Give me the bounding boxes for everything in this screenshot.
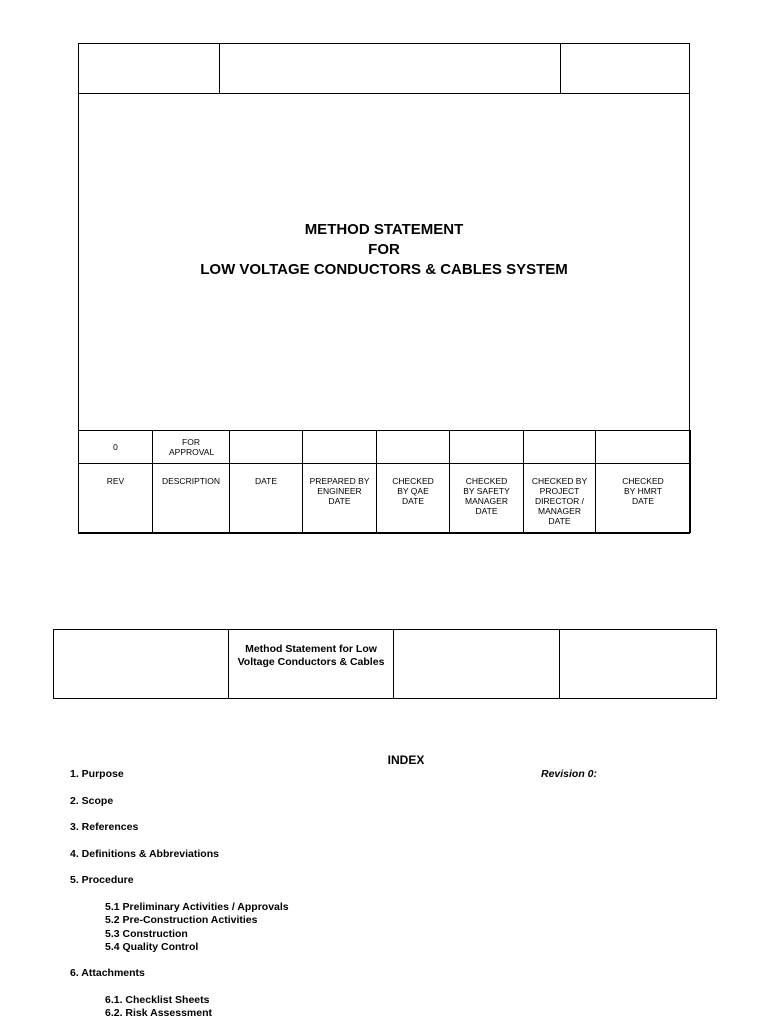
checked-qae-value [377, 431, 450, 464]
index-subitem-6-2: 6.2. Risk Assessment [105, 1007, 213, 1019]
revision-values-row [79, 431, 691, 464]
checked-director-heading: CHECKED BY PROJECT DIRECTOR / MANAGER DATE [524, 464, 596, 533]
page2-logo-cell-left [54, 630, 229, 699]
description-value: FOR APPROVAL [153, 431, 230, 464]
rev-heading: REV [79, 464, 153, 533]
cover-header-table [79, 44, 689, 94]
cover-logo-cell-center [220, 44, 561, 94]
index-subitem-5-3: 5.3 Construction [105, 928, 188, 940]
checked-safety-heading: CHECKED BY SAFETY MANAGER DATE [450, 464, 524, 533]
index-subitem-5-2: 5.2 Pre-Construction Activities [105, 914, 258, 926]
index-item-procedure: 5. Procedure [70, 874, 134, 886]
checked-hmrt-value [596, 431, 691, 464]
document-title: Method Statement for Low Voltage Conductors & Cables [237, 643, 385, 668]
checked-hmrt-heading: CHECKED BY HMRT DATE [596, 464, 691, 533]
page2-cell-blank [394, 630, 560, 699]
checked-qae-heading: CHECKED BY QAE DATE [377, 464, 450, 533]
index-subitem-6-1: 6.1. Checklist Sheets [105, 994, 210, 1006]
title-line-1: METHOD STATEMENT [304, 221, 464, 238]
index-item-scope: 2. Scope [70, 795, 114, 807]
page2-title-cell [229, 630, 394, 699]
description-heading: DESCRIPTION [153, 464, 230, 533]
revision-headings-row [79, 464, 691, 533]
page2-logo-cell-right [560, 630, 717, 699]
prepared-by-value [303, 431, 377, 464]
index-item-definitions: 4. Definitions & Abbreviations [70, 848, 219, 860]
page2-header-table [53, 629, 717, 699]
document-title-block [79, 220, 689, 280]
revision-label: Revision 0: [541, 768, 598, 780]
index-item-purpose: 1. Purpose [70, 768, 124, 780]
index-item-references: 3. References [70, 821, 139, 833]
checked-safety-value [450, 431, 524, 464]
index-heading: INDEX [387, 753, 425, 767]
date-heading: DATE [230, 464, 303, 533]
prepared-by-heading: PREPARED BY ENGINEER DATE [303, 464, 377, 533]
date-value [230, 431, 303, 464]
index-subitem-5-1: 5.1 Preliminary Activities / Approvals [105, 901, 289, 913]
title-line-3: LOW VOLTAGE CONDUCTORS & CABLES SYSTEM [200, 261, 568, 278]
rev-value: 0 [79, 431, 153, 464]
checked-director-value [524, 431, 596, 464]
index-item-attachments: 6. Attachments [70, 967, 145, 979]
cover-sheet [78, 43, 690, 534]
cover-logo-cell-right [561, 44, 690, 94]
index-subitem-5-4: 5.4 Quality Control [105, 941, 199, 953]
revision-table [78, 430, 691, 533]
cover-logo-cell-left [79, 44, 220, 94]
title-line-2: FOR [368, 241, 400, 258]
